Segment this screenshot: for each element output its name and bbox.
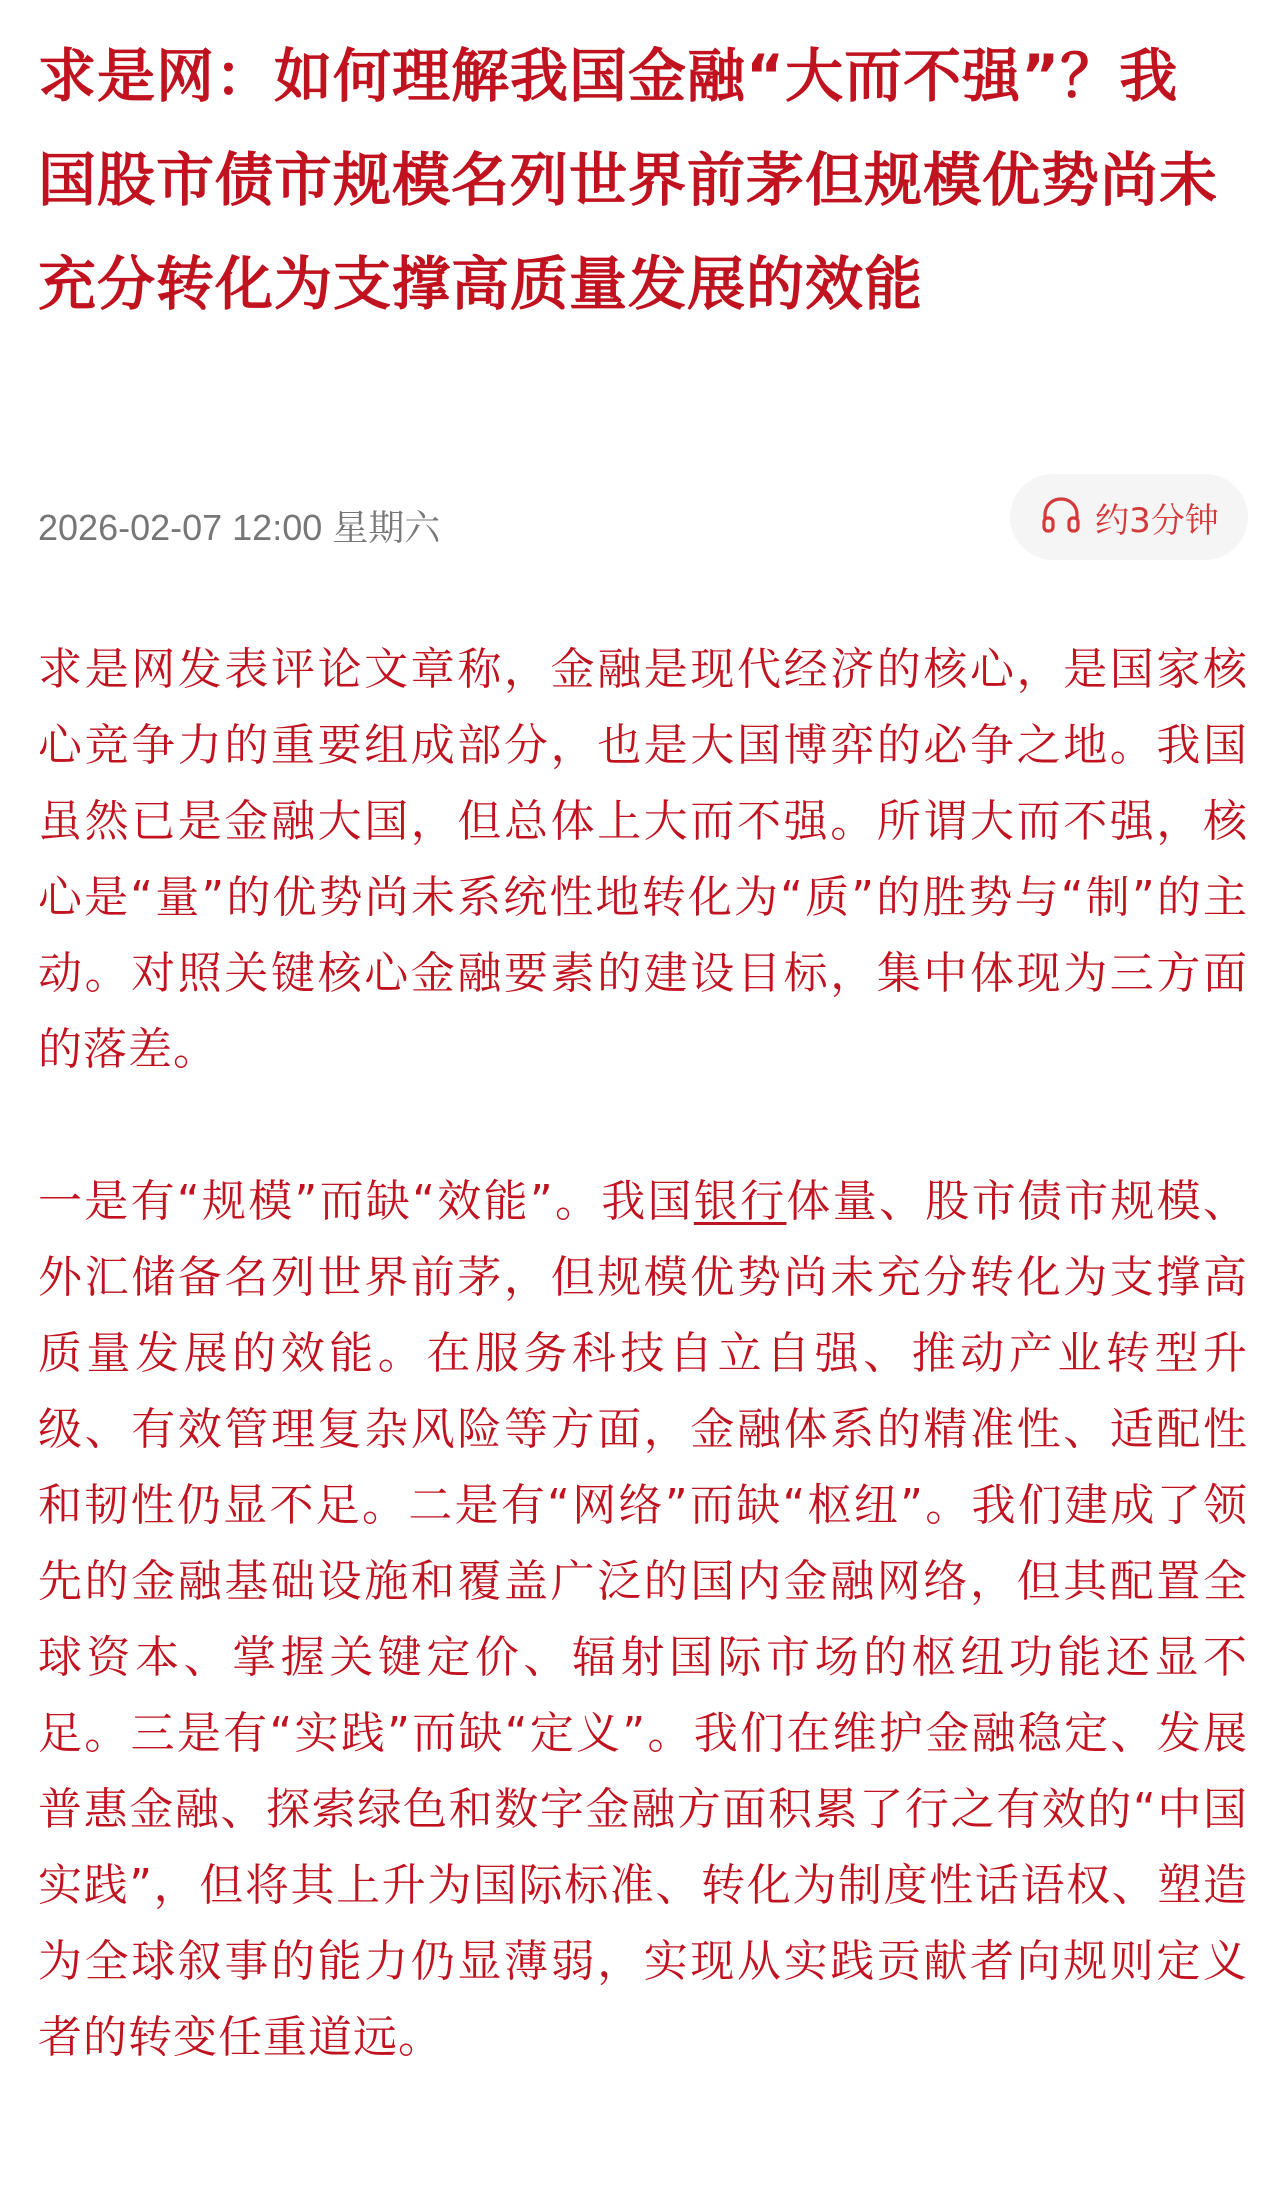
paragraph-1: 求是网发表评论文章称，金融是现代经济的核心，是国家核心竞争力的重要组成部分，也是大国博弈的必争之地。我国虽然已是金融大国，但总体上大而不强。所谓大而不强，核心是“量”的优势尚未系统性地转化为“质”的胜势与“制”的主动。对照关键核心金融要素的建设目标，集中体现为三方面的落差。	[38, 644, 1248, 1075]
meta-row	[38, 474, 1248, 566]
article	[38, 24, 1249, 2063]
headphones-icon	[1039, 493, 1083, 541]
listen-button[interactable]	[1010, 474, 1248, 560]
article-title: 求是网：如何理解我国金融“大而不强”？我国股市债市规模名列世界前茅但规模优势尚未充分转化为支撑高质量发展的效能	[38, 42, 1219, 318]
publish-info	[38, 500, 440, 551]
paragraph-2	[38, 1164, 1248, 2076]
paragraph-2-rest: 体量、股市债市规模、外汇储备名列世界前茅，但规模优势尚未充分转化为支撑高质量发展的效能。在服务科技自立自强、推动产业转型升级、有效管理复杂风险等方面，金融体系的精准性、适配性和韧性仍显不足。二是有“网络”而缺“枢纽”。我们建成了领先的金融基础设施和覆盖广泛的国内金融网络，但其配置全球资本、掌握关键定价、辐射国际市场的枢纽功能还显不足。三是有“实践”而缺“定义”。我们在维护金融稳定、发展普惠金融、探索绿色和数字金融方面积累了行之有效的“中国实践”，但将其上升为国际标准、转化为制度性话语权、塑造为全球叙事的能力仍显薄弱，实现从实践贡献者向规则定义者的转变任重道远。	[38, 1176, 1249, 2063]
bank-link[interactable]: 银行	[693, 1176, 787, 1227]
publish-weekday: 星期六	[332, 507, 441, 548]
paragraph-2-lead: 一是有“规模”而缺“效能”。我国	[38, 1176, 694, 1227]
article-body	[38, 632, 1248, 2076]
publish-date: 2026-02-07 12:00	[38, 507, 323, 548]
audio-duration-label: 约3分钟	[1095, 500, 1219, 541]
